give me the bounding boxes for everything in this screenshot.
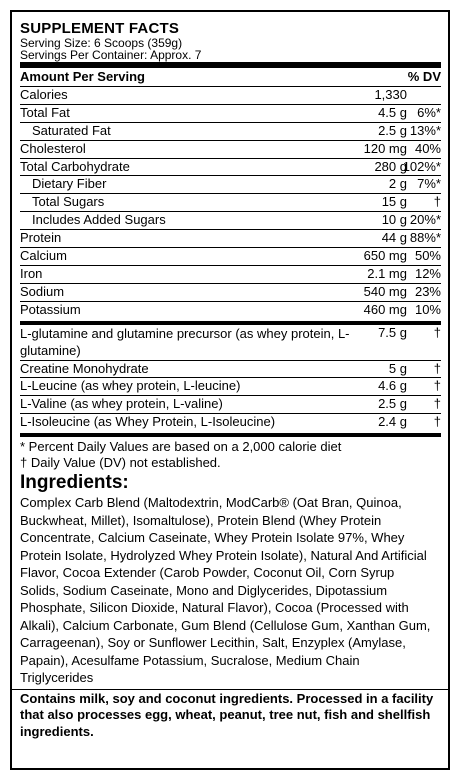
supplement-dv: † <box>433 396 441 412</box>
nutrient-amount: 15 g <box>381 194 407 210</box>
supplement-amount: 2.4 g <box>378 414 407 430</box>
nutrient-table <box>20 87 441 320</box>
supplement-dv: † <box>433 414 441 430</box>
nutrient-name: Iron <box>20 265 43 281</box>
nutrient-dv: 23% <box>414 283 441 299</box>
nutrient-row <box>20 194 441 212</box>
supplement-table <box>20 325 441 433</box>
nutrient-dv: 6%* <box>417 104 441 120</box>
supplement-name: L-glutamine and glutamine precursor (as whey protein, L-glutamine) <box>20 325 350 358</box>
nutrient-name: Potassium <box>20 301 81 317</box>
supplement-name: L-Isoleucine (as Whey Protein, L-Isoleucine) <box>20 414 276 430</box>
nutrient-name: Includes Added Sugars <box>32 212 166 228</box>
nutrient-amount: 10 g <box>381 212 407 228</box>
nutrient-row <box>20 266 441 284</box>
nutrient-row <box>20 302 441 320</box>
nutrient-row <box>20 176 441 194</box>
nutrient-dv: 40% <box>414 140 441 156</box>
nutrient-dv: 13%* <box>409 122 441 138</box>
dv-header: % DV <box>407 69 441 84</box>
nutrient-amount: 4.5 g <box>378 104 407 120</box>
nutrient-name: Total Sugars <box>32 194 105 210</box>
nutrient-dv: 20%* <box>409 212 441 228</box>
nutrient-row <box>20 105 441 123</box>
nutrient-name: Dietary Fiber <box>32 176 107 192</box>
footnote-percent-dv: * Percent Daily Values are based on a 2,000 calorie diet <box>20 439 342 455</box>
nutrient-row <box>20 87 441 105</box>
nutrient-name: Calories <box>20 87 68 102</box>
nutrient-amount: 280 g <box>374 158 407 174</box>
servings-per-container: Servings Per Container: Approx. 7 <box>20 48 202 62</box>
supplement-row <box>20 396 441 414</box>
nutrient-name: Sodium <box>20 283 65 299</box>
nutrient-row <box>20 248 441 266</box>
nutrient-amount: 44 g <box>381 230 407 246</box>
nutrient-row <box>20 284 441 302</box>
nutrient-name: Total Fat <box>20 104 70 120</box>
supplement-dv: † <box>433 378 441 394</box>
supplement-amount: 7.5 g <box>378 324 407 340</box>
serving-size: Serving Size: 6 Scoops (359g) <box>20 36 183 50</box>
nutrient-dv: 88%* <box>409 230 441 246</box>
nutrient-amount: 2.1 mg <box>367 265 407 281</box>
supplement-row <box>20 414 441 432</box>
supplement-amount: 5 g <box>388 360 407 376</box>
supplement-name: L-Valine (as whey protein, L-valine) <box>20 396 223 412</box>
nutrient-name: Saturated Fat <box>32 122 111 138</box>
supplement-dv: † <box>433 360 441 376</box>
footnote-dagger: † Daily Value (DV) not established. <box>20 455 221 471</box>
nutrient-row <box>20 230 441 248</box>
nutrient-amount: 650 mg <box>363 248 407 264</box>
ingredients-heading: Ingredients: <box>20 472 129 494</box>
nutrient-amount: 2.5 g <box>378 122 407 138</box>
supplement-name: Creatine Monohydrate <box>20 360 149 376</box>
nutrient-amount: 460 mg <box>363 301 407 317</box>
amount-per-serving-header: Amount Per Serving <box>20 69 145 84</box>
nutrient-row <box>20 123 441 141</box>
nutrient-name: Calcium <box>20 248 67 264</box>
supplement-row <box>20 378 441 396</box>
supplement-amount: 2.5 g <box>378 396 407 412</box>
nutrient-dv: 10% <box>414 301 441 317</box>
nutrient-dv: 7%* <box>417 176 441 192</box>
supplement-row <box>20 325 441 361</box>
nutrient-amount: 1,330 <box>374 87 407 102</box>
nutrient-row <box>20 141 441 159</box>
nutrient-amount: 540 mg <box>363 283 407 299</box>
nutrient-dv: 50% <box>414 248 441 264</box>
footnotes <box>20 437 441 471</box>
ingredients-list: Complex Carb Blend (Maltodextrin, ModCarb® (Oat Bran, Quinoa, Buckwheat, Millet), Isomaltulose), Protein Blend (Whey Protein Concentrate, Calcium Caseinate, Whey Protein Isolate 97%, Whey Protein Isolate, Hydrolyzed Whey Protein Isolate), Natural And Artificial Flavor, Cocoa Extender (Carob Powder, Coconut Oil, Corn Syrup Solids, Sodium Caseinate, Mono and Diglycerides, Dipotassium Phosphate, Silicon Dioxide, Natural Flavor), Cocoa (Processed with Alkali), Calcium Carbonate, Gum Blend (Cellulose Gum, Xanthan Gum, Carrageenan), Soy or Sunflower Lecithin, Salt, Enzyplex (Amylase, Papain), Acesulfame Potassium, Sucralose, Medium Chain Triglycerides <box>20 495 431 686</box>
nutrient-name: Protein <box>20 230 62 246</box>
nutrient-name: Cholesterol <box>20 140 86 156</box>
column-header <box>20 69 441 87</box>
nutrient-row <box>20 159 441 177</box>
supplement-facts-panel <box>10 10 450 770</box>
nutrient-amount: 2 g <box>388 176 407 192</box>
nutrient-name: Total Carbohydrate <box>20 158 130 174</box>
nutrient-amount: 120 mg <box>363 140 407 156</box>
nutrient-row <box>20 212 441 230</box>
panel-title: SUPPLEMENT FACTS <box>20 20 180 37</box>
supplement-row <box>20 361 441 379</box>
nutrient-dv: 102%* <box>402 158 441 174</box>
supplement-name: L-Leucine (as whey protein, L-leucine) <box>20 378 241 394</box>
thick-divider <box>20 62 441 68</box>
supplement-dv: † <box>433 324 441 340</box>
allergen-statement: Contains milk, soy and coconut ingredients. Processed in a facility that also processes egg, wheat, peanut, tree nut, fish and shellfish ingredients. <box>20 690 434 739</box>
nutrient-dv: † <box>433 194 441 210</box>
nutrient-dv: 12% <box>414 265 441 281</box>
supplement-amount: 4.6 g <box>378 378 407 394</box>
